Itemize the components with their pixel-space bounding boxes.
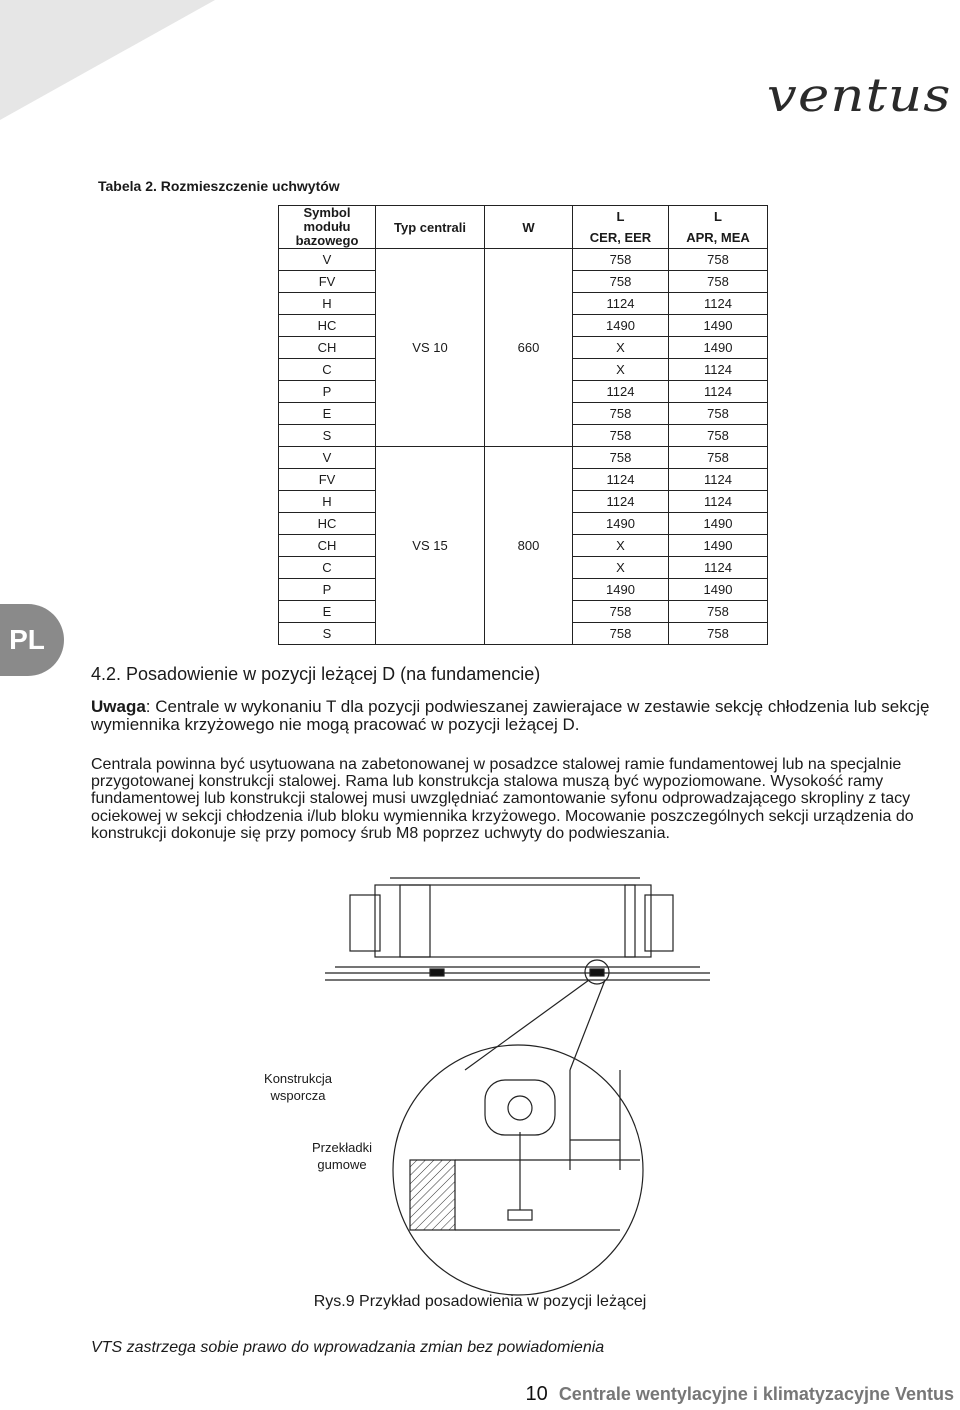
cell-w: 660 xyxy=(485,337,573,359)
cell-l-cer: X xyxy=(573,337,669,359)
language-tab: PL xyxy=(0,604,64,676)
cell-type xyxy=(376,359,485,381)
cell-symbol: P xyxy=(279,381,376,403)
cell-w xyxy=(485,315,573,337)
cell-type xyxy=(376,271,485,293)
table-row xyxy=(279,425,768,447)
cell-w xyxy=(485,513,573,535)
header-symbol: Symbol modułu bazowego xyxy=(279,206,376,249)
cell-w xyxy=(485,491,573,513)
table-row xyxy=(279,579,768,601)
note-text: : Centrale w wykonaniu T dla pozycji podwieszanej zawierajace w zestawie sekcję chłodzenia lub sekcję wymiennika krzyżowego nie mogą pracować w pozycji leżącej D. xyxy=(91,697,930,734)
figure-caption: Rys.9 Przykład posadowienia w pozycji leżącej xyxy=(313,1293,647,1310)
cell-type xyxy=(376,381,485,403)
cell-type xyxy=(376,579,485,601)
cell-w xyxy=(485,469,573,491)
cell-l-cer: 1490 xyxy=(573,579,669,601)
cell-symbol: C xyxy=(279,359,376,381)
table-caption: Tabela 2. Rozmieszczenie uchwytów xyxy=(98,178,340,194)
table-row xyxy=(279,249,768,271)
cell-l-apr: 1124 xyxy=(669,557,768,579)
cell-w xyxy=(485,557,573,579)
note-paragraph xyxy=(91,698,951,734)
handles-table xyxy=(278,205,768,645)
table-row xyxy=(279,623,768,645)
cell-symbol: H xyxy=(279,491,376,513)
cell-type xyxy=(376,491,485,513)
disclaimer: VTS zastrzega sobie prawo do wprowadzania zmian bez powiadomienia xyxy=(91,1339,605,1356)
cell-l-apr: 1490 xyxy=(669,315,768,337)
cell-type xyxy=(376,315,485,337)
cell-w xyxy=(485,447,573,469)
table-row xyxy=(279,271,768,293)
header-l1: L xyxy=(573,206,669,228)
cell-l-apr: 1124 xyxy=(669,381,768,403)
cell-l-cer: 1124 xyxy=(573,381,669,403)
header-l2-sub: APR, MEA xyxy=(669,227,768,249)
mounting-figure xyxy=(240,870,710,1300)
cell-l-apr: 758 xyxy=(669,425,768,447)
cell-type xyxy=(376,447,485,469)
header-type: Typ centrali xyxy=(376,206,485,249)
cell-symbol: FV xyxy=(279,271,376,293)
detail-view xyxy=(393,1045,643,1295)
cell-l-cer: 758 xyxy=(573,601,669,623)
cell-l-cer: 758 xyxy=(573,271,669,293)
cell-l-apr: 1490 xyxy=(669,579,768,601)
cell-symbol: C xyxy=(279,557,376,579)
cell-type xyxy=(376,469,485,491)
cell-type xyxy=(376,513,485,535)
cell-w xyxy=(485,271,573,293)
cell-w xyxy=(485,249,573,271)
cell-l-cer: 1124 xyxy=(573,491,669,513)
cell-symbol: CH xyxy=(279,337,376,359)
cell-l-cer: 758 xyxy=(573,425,669,447)
cell-symbol: HC xyxy=(279,513,376,535)
cell-symbol: S xyxy=(279,623,376,645)
cell-type: VS 10 xyxy=(376,337,485,359)
cell-symbol: H xyxy=(279,293,376,315)
table-row xyxy=(279,513,768,535)
cell-type xyxy=(376,249,485,271)
cell-l-cer: X xyxy=(573,535,669,557)
table-row xyxy=(279,447,768,469)
table-row xyxy=(279,403,768,425)
cell-l-apr: 1490 xyxy=(669,513,768,535)
cell-l-cer: 1490 xyxy=(573,315,669,337)
header-w: W xyxy=(485,206,573,249)
cell-symbol: S xyxy=(279,425,376,447)
table-row xyxy=(279,601,768,623)
table-row xyxy=(279,359,768,381)
cell-l-apr: 758 xyxy=(669,601,768,623)
body-paragraph: Centrala powinna być usytuowana na zabetonowanej w posadzce stalowej ramie fundamentowej lub na specjalnie przygotowanej konstrukcji stalowej. Rama lub konstrukcja stalowa muszą być wypoziomowane. Wysokość ramy fundamentowej lub konstrukcji stalowej musi uwzględniać zamontowanie syfonu odprowadzającego skropliny z tacy ociekowej w sekcji chłodzenia i/lub bloku wymiennika krzyżowego. Mocowanie poszczególnych sekcji urządzenia do konstrukcji dokonuje się przy pomocy śrub M8 poprzez uchwyty do podwieszania. xyxy=(91,756,914,842)
footer-title: Centrale wentylacyjne i klimatyzacyjne Ventus xyxy=(558,1384,954,1404)
table-row xyxy=(279,381,768,403)
section-title: 4.2. Posadowienie w pozycji leżącej D (na fundamencie) xyxy=(91,664,541,684)
cell-symbol: FV xyxy=(279,469,376,491)
cell-l-cer: 758 xyxy=(573,623,669,645)
page-footer xyxy=(526,1383,954,1406)
cell-l-apr: 1490 xyxy=(669,535,768,557)
cell-w xyxy=(485,359,573,381)
unit-schematic xyxy=(325,878,710,1070)
cell-symbol: E xyxy=(279,601,376,623)
cell-type xyxy=(376,623,485,645)
note-label: Uwaga xyxy=(91,697,146,716)
cell-l-cer: 1124 xyxy=(573,469,669,491)
cell-w xyxy=(485,601,573,623)
cell-type xyxy=(376,425,485,447)
cell-l-cer: 1124 xyxy=(573,293,669,315)
cell-l-apr: 1124 xyxy=(669,293,768,315)
page-corner-decoration xyxy=(0,0,215,120)
label-support: Konstrukcja wsporcza xyxy=(264,1071,332,1103)
cell-type xyxy=(376,557,485,579)
cell-l-cer: 758 xyxy=(573,447,669,469)
cell-symbol: E xyxy=(279,403,376,425)
cell-l-apr: 758 xyxy=(669,271,768,293)
cell-type: VS 15 xyxy=(376,535,485,557)
cell-symbol: V xyxy=(279,249,376,271)
cell-l-apr: 1124 xyxy=(669,469,768,491)
table-row xyxy=(279,293,768,315)
cell-l-apr: 1490 xyxy=(669,337,768,359)
cell-symbol: V xyxy=(279,447,376,469)
table-row xyxy=(279,315,768,337)
cell-w xyxy=(485,623,573,645)
header-l1-sub: CER, EER xyxy=(573,227,669,249)
ventus-logo: ventus xyxy=(767,68,952,122)
cell-l-apr: 1124 xyxy=(669,359,768,381)
cell-l-cer: 758 xyxy=(573,403,669,425)
table-row xyxy=(279,491,768,513)
label-rubber: Przekładki gumowe xyxy=(312,1140,372,1172)
cell-type xyxy=(376,293,485,315)
table-row xyxy=(279,557,768,579)
cell-symbol: P xyxy=(279,579,376,601)
table-row xyxy=(279,535,768,557)
header-l2: L xyxy=(669,206,768,228)
cell-w xyxy=(485,579,573,601)
cell-l-apr: 1124 xyxy=(669,491,768,513)
cell-l-apr: 758 xyxy=(669,447,768,469)
cell-l-cer: X xyxy=(573,557,669,579)
cell-l-apr: 758 xyxy=(669,249,768,271)
cell-type xyxy=(376,403,485,425)
table-row xyxy=(279,337,768,359)
table-row xyxy=(279,469,768,491)
cell-type xyxy=(376,601,485,623)
cell-l-apr: 758 xyxy=(669,403,768,425)
cell-l-apr: 758 xyxy=(669,623,768,645)
cell-w xyxy=(485,293,573,315)
cell-w: 800 xyxy=(485,535,573,557)
cell-symbol: CH xyxy=(279,535,376,557)
cell-l-cer: 1490 xyxy=(573,513,669,535)
cell-l-cer: 758 xyxy=(573,249,669,271)
cell-l-cer: X xyxy=(573,359,669,381)
page-number: 10 xyxy=(525,1383,548,1405)
cell-w xyxy=(485,425,573,447)
cell-w xyxy=(485,381,573,403)
cell-symbol: HC xyxy=(279,315,376,337)
cell-w xyxy=(485,403,573,425)
